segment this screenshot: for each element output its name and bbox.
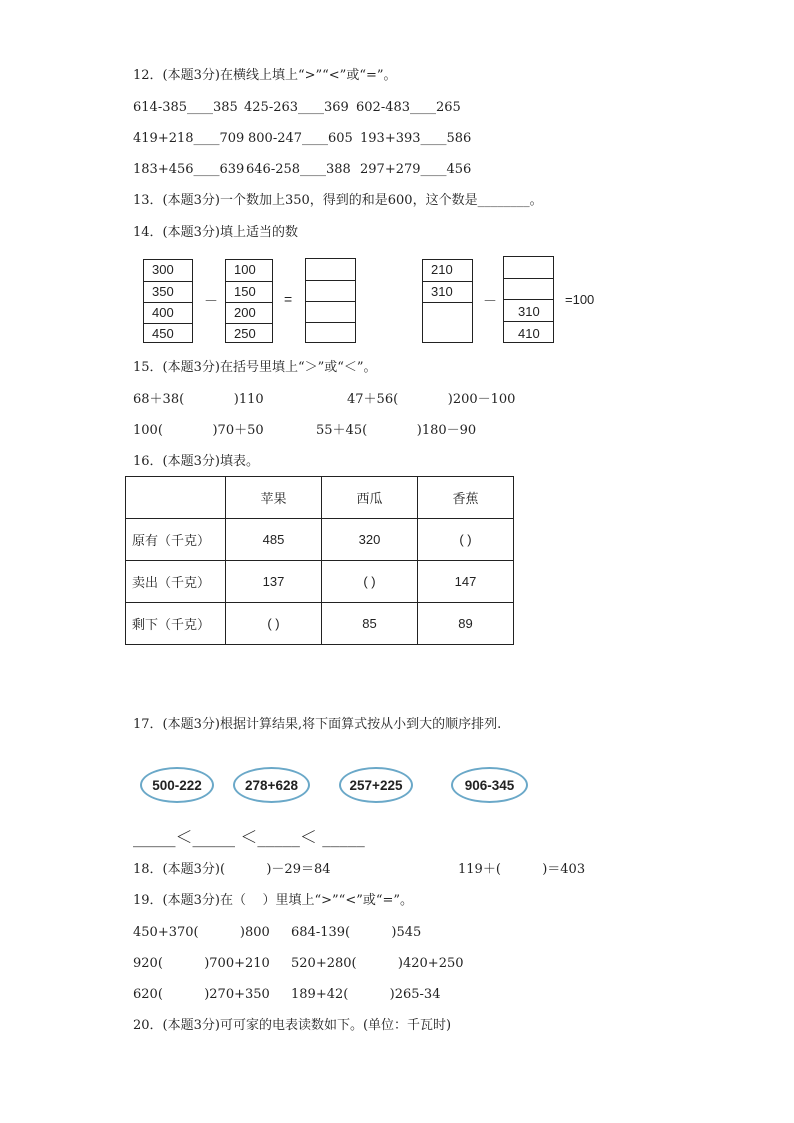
- table-cell: 85: [322, 603, 418, 645]
- expression-oval-4: 906-345: [451, 767, 528, 803]
- q12-r1-c1: 614-385____385: [133, 100, 238, 115]
- q14-title: 14．(本题3分)填上适当的数: [133, 225, 298, 240]
- expression-oval-1: 500-222: [140, 767, 214, 803]
- q19-r3-c1: 620( )270+350: [133, 987, 270, 1002]
- q14-a-cell-2: 350: [144, 281, 192, 302]
- q14-c-cell-2[interactable]: [306, 280, 355, 301]
- q15-r2-c1: 100( )70＋50: [133, 423, 264, 438]
- answer-cell[interactable]: ( ): [322, 561, 418, 603]
- table-row: [126, 603, 514, 645]
- q13-text: 13．(本题3分)一个数加上350，得到的和是600，这个数是________。: [133, 193, 543, 208]
- q14-d-cell-3[interactable]: [423, 302, 472, 344]
- q14-box-e: [503, 256, 554, 343]
- q14-b-cell-4: 250: [226, 323, 272, 344]
- q12-r1-c3: 602-483____265: [356, 100, 461, 115]
- q14-box-a: [143, 259, 193, 343]
- q14-b-cell-3: 200: [226, 302, 272, 323]
- q14-a-cell-3: 400: [144, 302, 192, 323]
- q18-left: 18．(本题3分)( )－29＝84: [133, 862, 331, 877]
- q19-r3-c2: 189+42( )265-34: [291, 987, 441, 1002]
- q14-box-d: [422, 259, 473, 343]
- q14-a-cell-1: 300: [152, 262, 174, 277]
- q20-title: 20．(本题3分)可可家的电表读数如下。(单位：千瓦时): [133, 1018, 452, 1033]
- q12-r1-c2: 425-263____369: [244, 100, 349, 115]
- q18-right: 119＋( )＝403: [458, 862, 586, 877]
- q14-e-cell-1[interactable]: [504, 257, 553, 278]
- q14-equals: =: [284, 291, 293, 307]
- q14-c-cell-1[interactable]: [306, 259, 355, 280]
- q19-r1-c2: 684-139( )545: [291, 925, 422, 940]
- table-header-empty: [126, 477, 226, 519]
- row-header: 原有（千克）: [126, 519, 226, 561]
- q16-title: 16．(本题3分)填表。: [133, 454, 259, 469]
- table-cell: 137: [226, 561, 322, 603]
- q12-r3-c3: 297+279____456: [360, 162, 472, 177]
- q12-r2-c3: 193+393____586: [360, 131, 472, 146]
- q12-r2-c1: 419+218____709: [133, 131, 245, 146]
- q14-c-cell-4[interactable]: [306, 322, 355, 343]
- row-header: 剩下（千克）: [126, 603, 226, 645]
- answer-cell[interactable]: ( ): [418, 519, 514, 561]
- q14-minus-1: －: [204, 293, 218, 309]
- q17-order-line[interactable]: _____＜_____ ＜_____＜ _____: [133, 828, 365, 848]
- q14-result: =100: [565, 292, 595, 307]
- q15-r2-c2: 55＋45( )180－90: [316, 423, 477, 438]
- q14-b-cell-2: 150: [226, 281, 272, 302]
- q14-e-cell-2[interactable]: [504, 278, 553, 299]
- q16-table: [125, 476, 514, 645]
- q17-title: 17．(本题3分)根据计算结果,将下面算式按从小到大的顺序排列.: [133, 717, 502, 732]
- q14-d-cell-2: 310: [423, 281, 472, 302]
- table-cell: 147: [418, 561, 514, 603]
- q19-title: 19．(本题3分)在（ ）里填上“>”“<”或“=”。: [133, 893, 414, 908]
- table-cell: 485: [226, 519, 322, 561]
- q14-a-cell-4: 450: [144, 323, 192, 344]
- q14-box-b: [225, 259, 273, 343]
- table-header: 香蕉: [418, 477, 514, 519]
- expression-oval-3: 257+225: [339, 767, 413, 803]
- table-row: [126, 519, 514, 561]
- row-header: 卖出（千克）: [126, 561, 226, 603]
- q14-e-cell-4: 410: [504, 321, 553, 344]
- table-cell: 320: [322, 519, 418, 561]
- q12-r3-c1: 183+456____639: [133, 162, 245, 177]
- table-header: 苹果: [226, 477, 322, 519]
- q12-r2-c2: 800-247____605: [248, 131, 353, 146]
- q19-r1-c1: 450+370( )800: [133, 925, 270, 940]
- expression-oval-2: 278+628: [233, 767, 310, 803]
- q12-title: 12．(本题3分)在横线上填上“>”“<”或“=”。: [133, 68, 397, 83]
- q14-c-cell-3[interactable]: [306, 301, 355, 322]
- q14-minus-2: －: [483, 293, 497, 309]
- q14-box-c-answer[interactable]: [305, 258, 356, 343]
- q15-title: 15．(本题3分)在括号里填上“＞”或“＜”。: [133, 360, 377, 375]
- q19-r2-c2: 520+280( )420+250: [291, 956, 464, 971]
- q15-r1-c1: 68＋38( )110: [133, 392, 264, 407]
- table-cell: 89: [418, 603, 514, 645]
- q12-r3-c2: 646-258____388: [246, 162, 351, 177]
- table-row: [126, 477, 514, 519]
- q14-d-cell-1: 210: [431, 262, 453, 277]
- answer-cell[interactable]: ( ): [226, 603, 322, 645]
- q14-b-cell-1: 100: [234, 262, 256, 277]
- table-header: 西瓜: [322, 477, 418, 519]
- q19-r2-c1: 920( )700+210: [133, 956, 270, 971]
- q15-r1-c2: 47＋56( )200－100: [347, 392, 516, 407]
- q14-e-cell-3: 310: [504, 299, 553, 321]
- table-row: [126, 561, 514, 603]
